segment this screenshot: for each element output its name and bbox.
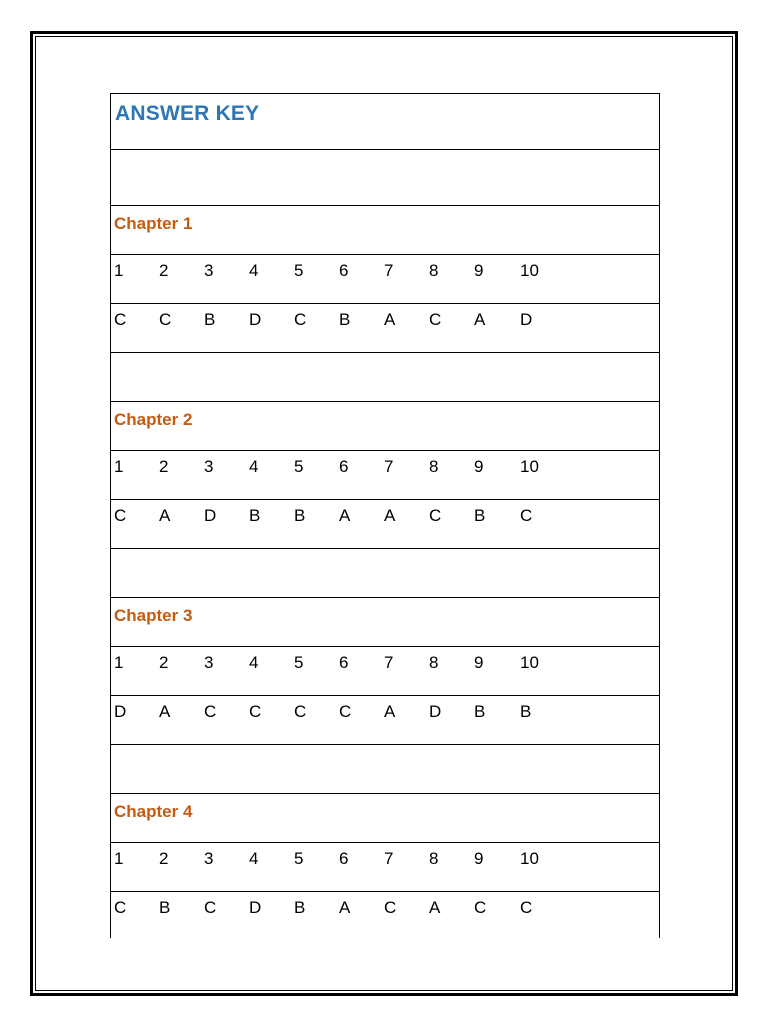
answer-letter: A: [159, 702, 171, 721]
answer-letter: C: [114, 506, 127, 525]
chapter-title: Chapter 4: [114, 802, 193, 821]
question-number: 1: [114, 653, 124, 672]
question-number: 5: [294, 457, 304, 476]
question-number: 9: [474, 653, 484, 672]
chapter-header-row: [111, 402, 659, 451]
question-number: 9: [474, 261, 484, 280]
question-number: 2: [159, 849, 169, 868]
question-number: 3: [204, 653, 214, 672]
answer-row: [111, 500, 659, 549]
question-number: 6: [339, 261, 349, 280]
answer-letter: C: [520, 898, 533, 917]
question-number-row: [111, 255, 659, 304]
question-number: 1: [114, 261, 124, 280]
question-number: 8: [429, 261, 439, 280]
question-number: 3: [204, 457, 214, 476]
answer-letter: C: [429, 310, 442, 329]
question-number: 8: [429, 849, 439, 868]
question-number: 6: [339, 653, 349, 672]
answer-letter: D: [249, 310, 262, 329]
question-number: 4: [249, 849, 259, 868]
question-number: 9: [474, 457, 484, 476]
answer-letter: C: [339, 702, 352, 721]
question-number: 5: [294, 261, 304, 280]
answer-letter: A: [384, 702, 396, 721]
answer-letter: B: [520, 702, 532, 721]
answer-letter: D: [204, 506, 217, 525]
answer-key-table: [110, 93, 660, 938]
blank-row: [111, 745, 659, 794]
answer-letter: C: [204, 898, 217, 917]
answer-letter: B: [474, 702, 486, 721]
question-number: 2: [159, 457, 169, 476]
answer-letter: A: [339, 506, 351, 525]
answer-letter: B: [474, 506, 486, 525]
answer-letter: C: [520, 506, 533, 525]
answer-letter: A: [384, 310, 396, 329]
chapter-title: Chapter 2: [114, 410, 193, 429]
answer-row: [111, 304, 659, 353]
answer-letter: D: [429, 702, 442, 721]
title-row: [111, 94, 659, 150]
question-number: 5: [294, 653, 304, 672]
question-number-row: [111, 451, 659, 500]
answer-letter: B: [159, 898, 171, 917]
question-number: 6: [339, 457, 349, 476]
question-number: 10: [520, 457, 539, 476]
blank-row: [111, 150, 659, 206]
question-number: 4: [249, 653, 259, 672]
answer-letter: D: [249, 898, 262, 917]
question-number: 3: [204, 849, 214, 868]
answer-letter: C: [429, 506, 442, 525]
question-number: 8: [429, 457, 439, 476]
answer-letter: C: [294, 702, 307, 721]
blank-row: [111, 353, 659, 402]
answer-letter: B: [294, 898, 306, 917]
answer-letter: C: [204, 702, 217, 721]
answer-letter: C: [114, 898, 127, 917]
question-number-row: [111, 843, 659, 892]
answer-letter: A: [429, 898, 441, 917]
answer-letter: B: [204, 310, 216, 329]
question-number: 1: [114, 849, 124, 868]
answer-letter: A: [339, 898, 351, 917]
question-number: 2: [159, 261, 169, 280]
question-number: 7: [384, 261, 394, 280]
question-number: 6: [339, 849, 349, 868]
answer-letter: A: [474, 310, 486, 329]
question-number: 2: [159, 653, 169, 672]
answer-letter: D: [114, 702, 127, 721]
chapter-title: Chapter 1: [114, 214, 193, 233]
chapters-container: [111, 206, 659, 938]
answer-letter: D: [520, 310, 533, 329]
answer-letter: C: [114, 310, 127, 329]
answer-letter: B: [294, 506, 306, 525]
question-number: 7: [384, 849, 394, 868]
chapter-title: Chapter 3: [114, 606, 193, 625]
chapter-header-row: [111, 794, 659, 843]
question-number-row: [111, 647, 659, 696]
blank-row: [111, 549, 659, 598]
answer-letter: C: [159, 310, 172, 329]
question-number: 1: [114, 457, 124, 476]
answer-letter: A: [384, 506, 396, 525]
answer-letter: C: [474, 898, 487, 917]
question-number: 8: [429, 653, 439, 672]
chapter-header-row: [111, 206, 659, 255]
question-number: 10: [520, 653, 539, 672]
question-number: 4: [249, 457, 259, 476]
answer-letter: A: [159, 506, 171, 525]
question-number: 7: [384, 457, 394, 476]
question-number: 3: [204, 261, 214, 280]
question-number: 5: [294, 849, 304, 868]
answer-row: [111, 892, 659, 938]
answer-letter: C: [249, 702, 262, 721]
answer-letter: B: [249, 506, 261, 525]
answer-letter: C: [384, 898, 397, 917]
question-number: 4: [249, 261, 259, 280]
answer-row: [111, 696, 659, 745]
question-number: 7: [384, 653, 394, 672]
question-number: 10: [520, 261, 539, 280]
chapter-header-row: [111, 598, 659, 647]
answer-letter: B: [339, 310, 351, 329]
question-number: 10: [520, 849, 539, 868]
question-number: 9: [474, 849, 484, 868]
page-title: ANSWER KEY: [115, 102, 260, 125]
answer-letter: C: [294, 310, 307, 329]
